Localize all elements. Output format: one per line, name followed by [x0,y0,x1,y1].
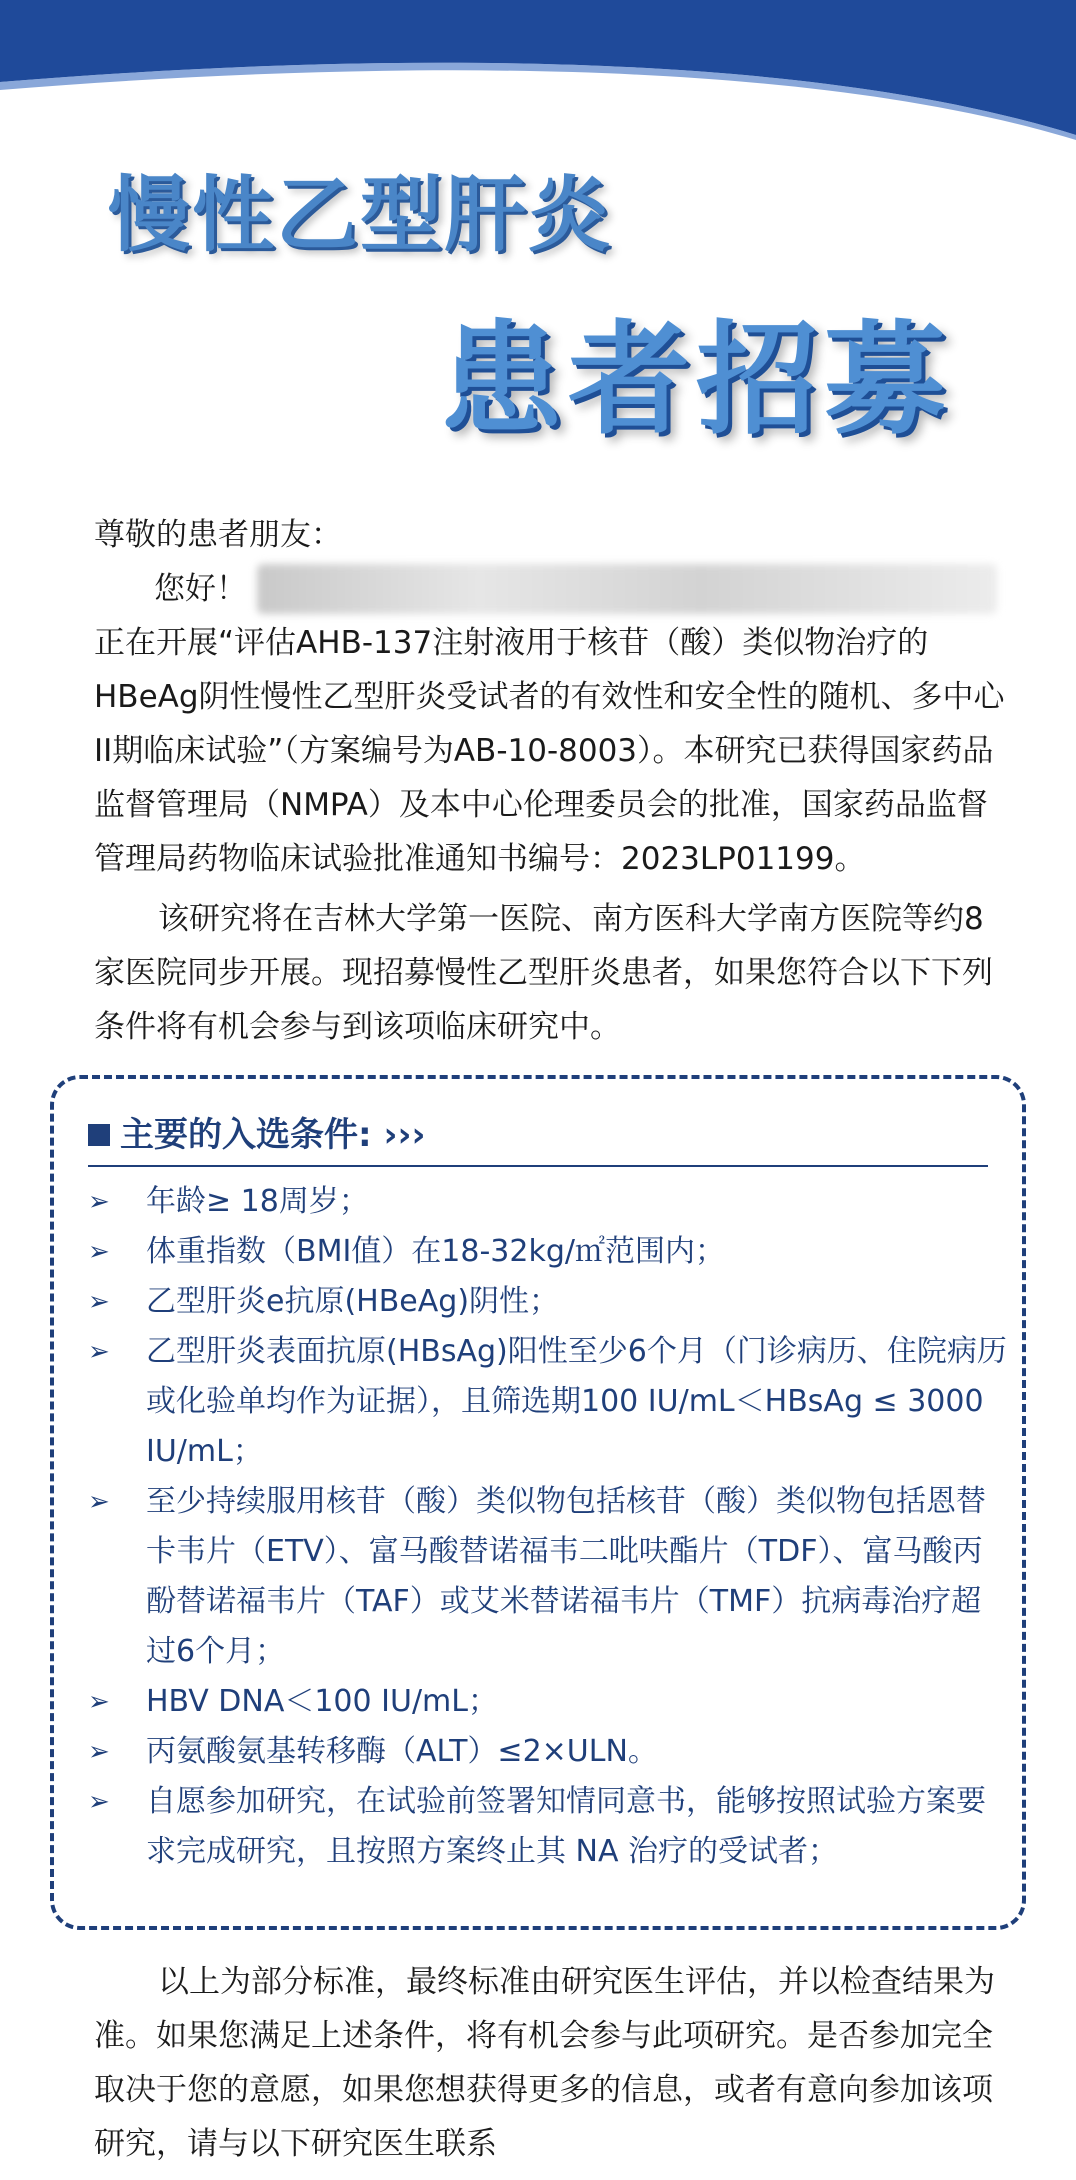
arrow-bullet-icon: ➢ [88,1187,110,1217]
arrow-bullet-icon: ➢ [88,1737,110,1767]
arrow-bullet-icon: ➢ [88,1337,110,1367]
criteria-heading-text: 主要的入选条件: [120,1115,372,1155]
criteria-box [50,1075,1026,1930]
closing-paragraph: 以上为部分标准，最终标准由研究医生评估，并以检查结果为准。如果您满足上述条件，将有机会参与此项研究。是否参加完全取决于您的意愿，如果您想获得更多的信息，或者有意向参加该项研究，请与以下研究医生联系 [94,1964,995,2162]
criteria-item-text: HBV DNA＜100 IU/mL； [146,1684,498,1719]
criteria-item-text: 丙氨酸氨基转移酶（ALT）≤2×ULN。 [146,1734,658,1769]
criteria-item [88,1477,1008,1677]
criteria-item [88,1777,1008,1877]
redacted-blur [257,564,997,614]
criteria-item [88,1677,1008,1727]
second-paragraph: 该研究将在吉林大学第一医院、南方医科大学南方医院等约8家医院同步开展。现招募慢性乙型肝炎患者，如果您符合以下下列条件将有机会参与到该项临床研究中。 [94,901,993,1045]
criteria-item-text: 自愿参加研究，在试验前签署知情同意书，能够按照试验方案要求完成研究，且按照方案终止其 NA 治疗的受试者； [146,1784,986,1869]
title-line-1: 慢性乙型肝炎 [108,168,613,263]
criteria-item-text: 乙型肝炎e抗原(HBeAg)阴性； [146,1284,560,1319]
top-banner [0,0,1076,140]
arrow-bullet-icon: ➢ [88,1487,110,1517]
arrow-bullet-icon: ➢ [88,1787,110,1817]
criteria-item [88,1227,1008,1277]
arrow-bullet-icon: ➢ [88,1287,110,1317]
criteria-item-text: 体重指数（BMI值）在18-32kg/㎡范围内； [146,1234,726,1269]
criteria-divider [88,1165,988,1167]
title-line-2: 患者招募 [440,309,952,451]
hello-text: 您好！ [154,571,247,607]
criteria-list [88,1177,1008,1877]
hello-line [94,562,1014,616]
intro-paragraph: 正在开展“评估AHB-137注射液用于核苷（酸）类似物治疗的HBeAg阴性慢性乙型肝炎受试者的有效性和安全性的随机、多中心II期临床试验”（方案编号为AB-10-8003）。本研究已获得国家药品监督管理局（NMPA）及本中心伦理委员会的批准，国家药品监督管理局药物临床试验批准通知书编号：2023LP01199。 [94,625,1005,877]
criteria-item-text: 至少持续服用核苷（酸）类似物包括核苷（酸）类似物包括恩替卡韦片（ETV）、富马酸替诺福韦二吡呋酯片（TDF）、富马酸丙酚替诺福韦片（TAF）或艾米替诺福韦片（TMF）抗病毒治疗超过6个月； [146,1484,986,1669]
arrow-bullet-icon: ➢ [88,1687,110,1717]
criteria-item [88,1727,1008,1777]
criteria-item-text: 年龄≥ 18周岁； [146,1184,369,1219]
chevrons-icon: ››› [383,1115,426,1155]
criteria-item [88,1327,1008,1477]
criteria-item [88,1177,1008,1227]
square-bullet-icon [88,1124,110,1146]
greeting: 尊敬的患者朋友： [94,517,342,553]
criteria-item [88,1277,1008,1327]
criteria-item-text: 乙型肝炎表面抗原(HBsAg)阳性至少6个月（门诊病历、住院病历或化验单均作为证据），且筛选期100 IU/mL＜HBsAg ≤ 3000 IU/mL； [146,1334,1007,1469]
arrow-bullet-icon: ➢ [88,1237,110,1267]
criteria-heading [88,1107,426,1156]
